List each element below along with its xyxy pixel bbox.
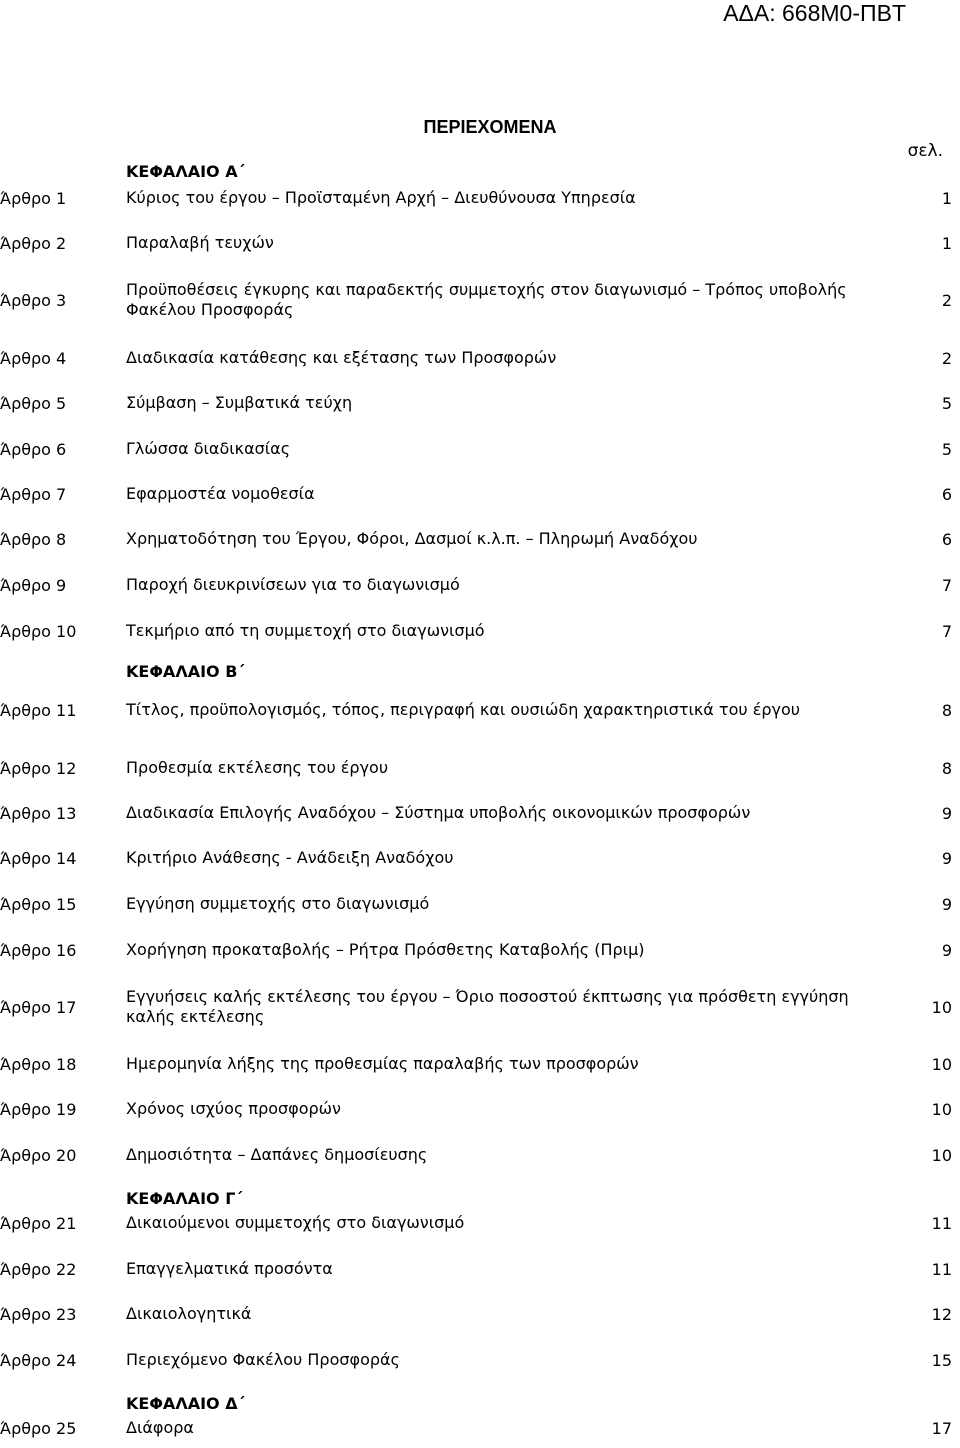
toc-entry	[0, 1408, 960, 1448]
toc-entry	[0, 1044, 960, 1084]
toc-entry	[0, 565, 960, 605]
page-number: 8	[941, 758, 952, 778]
page-number: 9	[941, 803, 952, 823]
chapter-heading: ΚΕΦΑΛΑΙΟ Γ΄	[126, 1189, 243, 1208]
toc-entry	[0, 686, 960, 734]
article-number: Άρθρο 5	[0, 393, 67, 413]
page-number: 10	[931, 997, 952, 1017]
toc-entry	[0, 474, 960, 514]
page-number: 1	[941, 188, 952, 208]
article-title: Ημερομηνία λήξης της προθεσμίας παραλαβής των προσφορών	[126, 1054, 639, 1073]
article-number: Άρθρο 22	[0, 1259, 77, 1279]
chapter-heading: ΚΕΦΑΛΑΙΟ Δ΄	[126, 1394, 245, 1413]
page-column-label: σελ.	[907, 141, 943, 161]
article-title: Κριτήριο Ανάθεσης - Ανάδειξη Αναδόχου	[126, 848, 454, 867]
article-number: Άρθρο 1	[0, 188, 67, 208]
article-number: Άρθρο 25	[0, 1418, 77, 1438]
article-number: Άρθρο 7	[0, 484, 67, 504]
article-number: Άρθρο 10	[0, 621, 77, 641]
article-title: Σύμβαση – Συμβατικά τεύχη	[126, 393, 353, 412]
toc-entry	[0, 429, 960, 469]
article-number: Άρθρο 21	[0, 1213, 77, 1233]
page-number: 7	[941, 575, 952, 595]
article-title: Διαδικασία Επιλογής Αναδόχου – Σύστημα υποβολής οικονομικών προσφορών	[126, 803, 751, 822]
chapter-heading: ΚΕΦΑΛΑΙΟ Α΄	[126, 162, 245, 181]
article-number: Άρθρο 3	[0, 290, 67, 310]
page-number: 9	[941, 848, 952, 868]
page-number: 5	[941, 393, 952, 413]
toc-entry	[0, 1340, 960, 1380]
toc-entry	[0, 223, 960, 263]
article-title: Χορήγηση προκαταβολής – Ρήτρα Πρόσθετης Καταβολής (Πριμ)	[126, 940, 645, 959]
toc-entry	[0, 748, 960, 788]
page-number: 12	[931, 1304, 952, 1324]
chapter-heading: ΚΕΦΑΛΑΙΟ Β΄	[126, 662, 245, 681]
article-title: Διαδικασία κατάθεσης και εξέτασης των Προσφορών	[126, 348, 557, 367]
article-title: Διάφορα	[126, 1418, 194, 1437]
article-title: Κύριος του έργου – Προϊσταμένη Αρχή – Διευθύνουσα Υπηρεσία	[126, 188, 636, 207]
toc-entry	[0, 383, 960, 423]
toc-entry	[0, 930, 960, 970]
article-title: Τεκμήριο από τη συμμετοχή στο διαγωνισμό	[126, 621, 485, 640]
article-number: Άρθρο 8	[0, 529, 67, 549]
toc-entry	[0, 178, 960, 218]
toc-entry	[0, 276, 960, 324]
page-number: 10	[931, 1054, 952, 1074]
article-number: Άρθρο 13	[0, 803, 77, 823]
article-number: Άρθρο 23	[0, 1304, 77, 1324]
article-number: Άρθρο 11	[0, 700, 77, 720]
article-number: Άρθρο 20	[0, 1145, 77, 1165]
article-title: Χρηματοδότηση του Έργου, Φόροι, Δασμοί κ.λ.π. – Πληρωμή Αναδόχου	[126, 529, 698, 548]
page-number: 15	[931, 1350, 952, 1370]
article-title: Χρόνος ισχύος προσφορών	[126, 1099, 341, 1118]
page-number: 2	[941, 290, 952, 310]
article-number: Άρθρο 4	[0, 348, 67, 368]
ada-code: ΑΔΑ: 668Μ0-ΠΒΤ	[723, 0, 906, 26]
toc-entry	[0, 1089, 960, 1129]
toc-entry	[0, 793, 960, 833]
toc-entry	[0, 1135, 960, 1175]
toc-title: ΠΕΡΙΕΧΟΜΕΝΑ	[423, 117, 557, 137]
page-number: 10	[931, 1145, 952, 1165]
page-number: 17	[931, 1418, 952, 1438]
article-title: Περιεχόμενο Φακέλου Προσφοράς	[126, 1350, 400, 1369]
article-title: Δικαιούμενοι συμμετοχής στο διαγωνισμό	[126, 1213, 465, 1232]
page-number: 11	[931, 1213, 952, 1233]
page-number: 9	[941, 894, 952, 914]
article-title: Προϋποθέσεις έγκυρης και παραδεκτής συμμετοχής στον διαγωνισμό – Τρόπος υποβολής Φακέλου Προσφοράς	[126, 280, 847, 319]
page-number: 6	[941, 529, 952, 549]
article-title: Προθεσμία εκτέλεσης του έργου	[126, 758, 389, 777]
article-number: Άρθρο 18	[0, 1054, 77, 1074]
article-number: Άρθρο 15	[0, 894, 77, 914]
article-number: Άρθρο 14	[0, 848, 77, 868]
article-number: Άρθρο 9	[0, 575, 67, 595]
toc-entry	[0, 1294, 960, 1334]
page-number: 5	[941, 439, 952, 459]
article-title: Δικαιολογητικά	[126, 1304, 252, 1323]
article-number: Άρθρο 6	[0, 439, 67, 459]
article-title: Γλώσσα διαδικασίας	[126, 439, 291, 458]
page-number: 7	[941, 621, 952, 641]
article-number: Άρθρο 17	[0, 997, 77, 1017]
article-title: Εφαρμοστέα νομοθεσία	[126, 484, 315, 503]
article-number: Άρθρο 19	[0, 1099, 77, 1119]
article-title: Εγγυήσεις καλής εκτέλεσης του έργου – Όριο ποσοστού έκπτωσης για πρόσθετη εγγύηση καλής εκτέλεσης	[126, 987, 849, 1026]
toc-entry	[0, 838, 960, 878]
article-number: Άρθρο 2	[0, 233, 67, 253]
toc-entry	[0, 983, 960, 1031]
article-title: Παροχή διευκρινίσεων για το διαγωνισμό	[126, 575, 460, 594]
article-title: Εγγύηση συμμετοχής στο διαγωνισμό	[126, 894, 430, 913]
toc-entry	[0, 611, 960, 651]
toc-entry	[0, 1203, 960, 1243]
article-title: Τίτλος, προϋπολογισμός, τόπος, περιγραφή και ουσιώδη χαρακτηριστικά του έργου	[126, 700, 801, 719]
article-number: Άρθρο 12	[0, 758, 77, 778]
article-title: Παραλαβή τευχών	[126, 233, 274, 252]
toc-entry	[0, 884, 960, 924]
toc-entry	[0, 519, 960, 559]
page-number: 11	[931, 1259, 952, 1279]
page-number: 1	[941, 233, 952, 253]
page-number: 2	[941, 348, 952, 368]
article-title: Επαγγελματικά προσόντα	[126, 1259, 333, 1278]
page-number: 10	[931, 1099, 952, 1119]
page-number: 9	[941, 940, 952, 960]
page-number: 6	[941, 484, 952, 504]
article-title: Δημοσιότητα – Δαπάνες δημοσίευσης	[126, 1145, 428, 1164]
article-number: Άρθρο 16	[0, 940, 77, 960]
page-number: 8	[941, 700, 952, 720]
article-number: Άρθρο 24	[0, 1350, 77, 1370]
toc-entry	[0, 338, 960, 378]
toc-entry	[0, 1249, 960, 1289]
